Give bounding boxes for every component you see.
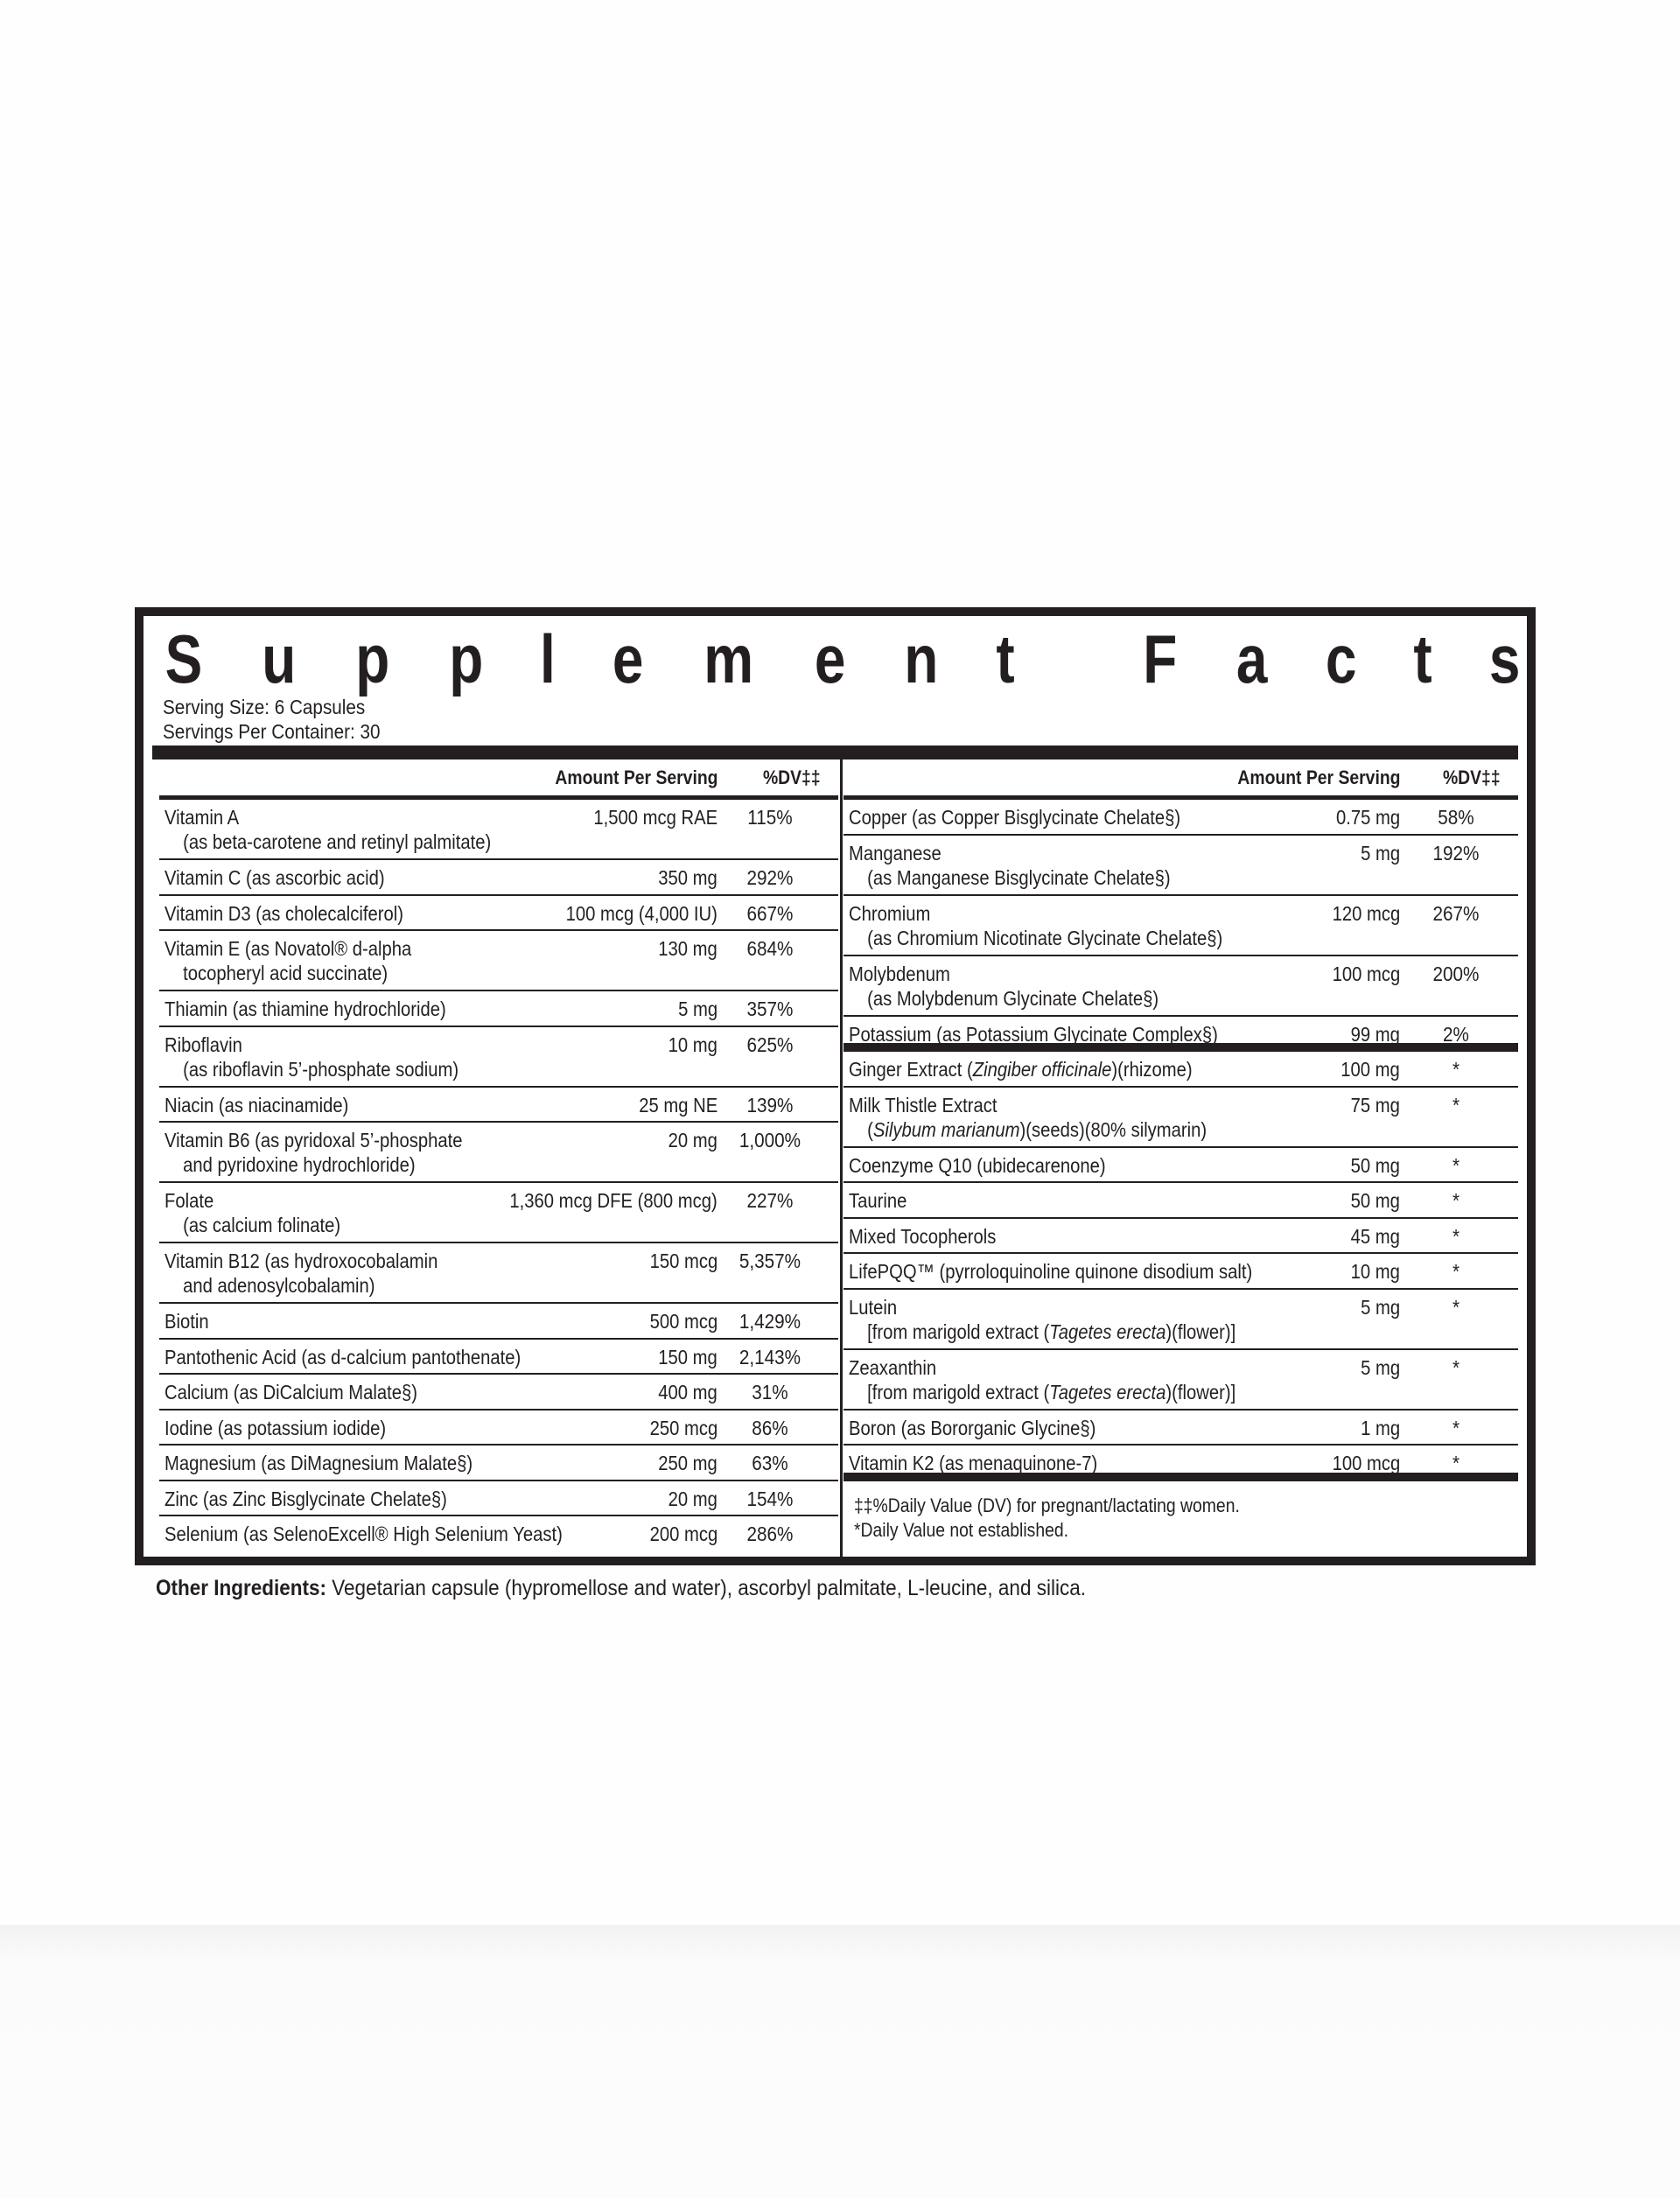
nutrient-amount: 5 mg <box>677 998 718 1020</box>
nutrient-amount: 130 mg <box>658 937 718 960</box>
nutrient-dv: * <box>1452 1153 1460 1177</box>
nutrient-name: Mixed Tocopherols <box>849 1224 997 1248</box>
nutrient-dv: * <box>1452 1416 1460 1439</box>
nutrient-row <box>159 1410 838 1446</box>
nutrient-name: Vitamin C (as ascorbic acid) <box>164 866 385 889</box>
nutrient-dv: 2% <box>1443 1022 1469 1046</box>
nutrient-dv: 267% <box>1432 901 1480 925</box>
servings-per-container: Servings Per Container: 30 <box>163 720 381 743</box>
nutrient-row <box>159 991 838 1027</box>
nutrient-dv: 2,143% <box>738 1345 802 1368</box>
nutrient-amount: 20 mg <box>668 1129 718 1152</box>
nutrient-dv: * <box>1452 1189 1460 1212</box>
nutrient-amount: 120 mcg <box>1332 901 1400 925</box>
nutrient-row <box>844 1350 1518 1410</box>
nutrient-row <box>159 1340 838 1376</box>
nutrient-amount: 100 mcg <box>1332 962 1400 985</box>
title-letter: l <box>540 620 556 697</box>
nutrient-row <box>159 1516 838 1552</box>
nutrient-name: Milk Thistle Extract (Silybum marianum)(seeds)(80% silymarin) <box>849 1093 1208 1141</box>
title-letter: e <box>612 620 644 697</box>
nutrient-amount: 200 mcg <box>649 1522 718 1545</box>
title-letter: c <box>1325 620 1357 697</box>
nutrient-name: LifePQQ™ (pyrroloquinoline quinone disodium salt) <box>849 1260 1253 1283</box>
nutrient-amount: 250 mg <box>658 1452 718 1474</box>
nutrient-amount: 500 mcg <box>649 1310 718 1333</box>
background-shadow <box>0 1925 1680 2198</box>
nutrient-source: [from marigold extract (Tagetes erecta)(flower)] <box>867 1380 1236 1404</box>
nutrient-amount: 1,360 mcg DFE (800 mcg) <box>509 1189 718 1212</box>
nutrient-dv: 200% <box>1432 962 1480 985</box>
supplement-facts-panel <box>135 607 1536 1565</box>
nutrient-source: (as riboflavin 5’-phosphate sodium) <box>183 1057 459 1081</box>
dv-header: %DV‡‡ <box>763 766 821 788</box>
nutrient-amount: 10 mg <box>1350 1260 1400 1283</box>
nutrient-dv: 58% <box>1438 806 1474 829</box>
nutrient-amount: 100 mcg <box>1332 1452 1400 1474</box>
nutrient-source: and pyridoxine hydrochloride) <box>183 1153 416 1176</box>
nutrient-name: Vitamin A (as beta-carotene and retinyl palmitate) <box>164 806 492 853</box>
nutrient-name: Coenzyme Q10 (ubidecarenone) <box>849 1153 1106 1177</box>
nutrient-name: Riboflavin (as riboflavin 5’-phosphate sodium) <box>164 1032 459 1081</box>
nutrient-dv: * <box>1452 1355 1460 1379</box>
nutrient-name: Magnesium (as DiMagnesium Malate§) <box>164 1452 473 1474</box>
nutrient-name: Vitamin E (as Novatol® d-alpha tocopheryl acid succinate) <box>164 937 412 984</box>
nutrient-dv: 667% <box>746 901 794 925</box>
nutrient-name: Zinc (as Zinc Bisglycinate Chelate§) <box>164 1487 447 1510</box>
nutrient-name: Calcium (as DiCalcium Malate§) <box>164 1381 418 1404</box>
nutrient-name: Potassium (as Potassium Glycinate Complex§) <box>849 1022 1218 1046</box>
title-letter: n <box>904 620 939 697</box>
title-letter: S <box>164 620 203 697</box>
nutrient-row <box>844 1410 1518 1446</box>
nutrient-dv: * <box>1452 1452 1460 1474</box>
nutrient-name: Folate (as calcium folinate) <box>164 1189 341 1236</box>
nutrient-row <box>844 1148 1518 1184</box>
nutrient-row <box>159 1027 838 1088</box>
nutrient-dv: 1,000% <box>738 1129 802 1152</box>
left-rows <box>159 800 838 1552</box>
title-letter: s <box>1489 620 1521 697</box>
nutrient-source: [from marigold extract (Tagetes erecta)(flower)] <box>867 1320 1236 1343</box>
footnotes <box>844 1481 1518 1543</box>
amount-header: Amount Per Serving <box>554 766 718 788</box>
nutrient-name: Ginger Extract (Zingiber officinale)(rhizome) <box>849 1058 1193 1081</box>
nutrient-amount: 100 mg <box>1340 1058 1400 1081</box>
nutrient-name: Vitamin B6 (as pyridoxal 5’-phosphate and pyridoxine hydrochloride) <box>164 1129 463 1176</box>
nutrient-amount: 75 mg <box>1350 1093 1400 1116</box>
nutrient-row <box>159 1243 838 1304</box>
nutrient-name: Vitamin K2 (as menaquinone-7) <box>849 1452 1098 1474</box>
nutrient-amount: 45 mg <box>1350 1224 1400 1248</box>
left-column <box>159 760 838 1552</box>
nutrient-dv: 31% <box>752 1381 788 1404</box>
nutrient-dv: 292% <box>746 866 794 889</box>
nutrient-row <box>159 860 838 896</box>
nutrient-amount: 5 mg <box>1360 1295 1400 1319</box>
title-letter: p <box>448 620 483 697</box>
nutrient-row <box>159 1088 838 1124</box>
nutrient-row <box>844 1052 1518 1088</box>
nutrient-source: (as Molybdenum Glycinate Chelate§) <box>867 986 1159 1010</box>
nutrient-row <box>844 1088 1518 1148</box>
column-divider <box>840 760 843 1558</box>
nutrient-amount: 50 mg <box>1350 1153 1400 1177</box>
nutrient-source: and adenosylcobalamin) <box>183 1274 375 1297</box>
nutrient-row <box>159 896 838 932</box>
nutrient-amount: 5 mg <box>1360 1355 1400 1379</box>
nutrient-amount: 1,500 mcg RAE <box>593 806 718 829</box>
nutrient-name: Selenium (as SelenoExcell® High Selenium Yeast) <box>164 1522 563 1545</box>
amount-header: Amount Per Serving <box>1236 766 1400 788</box>
nutrient-row <box>159 1183 838 1243</box>
title-letter: p <box>355 620 390 697</box>
title-letter: t <box>1413 620 1433 697</box>
nutrient-row <box>844 1254 1518 1290</box>
nutrient-dv: 684% <box>746 937 794 960</box>
dv-header: %DV‡‡ <box>1443 766 1501 788</box>
nutrient-row <box>844 836 1518 896</box>
nutrient-dv: * <box>1452 1224 1460 1248</box>
nutrient-dv: 1,429% <box>738 1310 802 1333</box>
nutrient-name: Vitamin B12 (as hydroxocobalamin and adenosylcobalamin) <box>164 1250 438 1297</box>
title-letter: m <box>704 620 754 697</box>
nutrient-name: Manganese (as Manganese Bisglycinate Chelate§) <box>849 841 1171 889</box>
minerals-rows <box>844 800 1518 1052</box>
nutrient-row <box>159 1375 838 1410</box>
nutrient-name: Chromium (as Chromium Nicotinate Glycinate Chelate§) <box>849 901 1223 949</box>
nutrient-dv: 139% <box>746 1093 794 1116</box>
nutrient-row <box>159 1123 838 1183</box>
nutrient-source: (Silybum marianum)(seeds)(80% silymarin) <box>867 1117 1208 1141</box>
nutrient-dv: 625% <box>746 1032 794 1056</box>
nutrient-amount: 350 mg <box>658 866 718 889</box>
nutrient-row <box>159 1446 838 1481</box>
nutrient-name: Zeaxanthin [from marigold extract (Tagetes erecta)(flower)] <box>849 1355 1236 1404</box>
footnote-not-established: *Daily Value not established. <box>854 1518 1069 1541</box>
other-rows <box>844 1052 1518 1481</box>
panel-title <box>161 620 1524 697</box>
nutrient-dv: 115% <box>747 806 793 829</box>
nutrient-source: (as beta-carotene and retinyl palmitate) <box>183 830 492 853</box>
title-letter: a <box>1236 620 1268 697</box>
nutrient-dv: 192% <box>1432 841 1480 864</box>
nutrient-name: Vitamin D3 (as cholecalciferol) <box>164 901 403 925</box>
serving-info <box>163 695 404 744</box>
title-letter: e <box>814 620 846 697</box>
other-ingredients-text: Vegetarian capsule (hypromellose and water), ascorbyl palmitate, L-leucine, and silica. <box>326 1576 1086 1600</box>
other-ingredients-label: Other Ingredients: <box>156 1576 327 1600</box>
title-letter <box>1070 625 1086 693</box>
left-column-header <box>159 760 838 800</box>
nutrient-dv: * <box>1452 1295 1460 1319</box>
nutrient-source: (as Chromium Nicotinate Glycinate Chelate§) <box>867 926 1223 949</box>
nutrient-name: Pantothenic Acid (as d-calcium pantothenate) <box>164 1345 522 1368</box>
right-column-header <box>844 760 1518 800</box>
nutrient-row <box>844 1446 1518 1481</box>
nutrient-amount: 1 mg <box>1360 1416 1400 1439</box>
nutrient-source: tocopheryl acid succinate) <box>183 962 388 984</box>
title-letter: u <box>262 620 297 697</box>
nutrient-amount: 250 mcg <box>649 1416 718 1439</box>
nutrient-dv: 63% <box>752 1452 788 1474</box>
nutrient-name: Niacin (as niacinamide) <box>164 1093 349 1116</box>
nutrient-amount: 25 mg NE <box>639 1093 718 1116</box>
nutrient-dv: 86% <box>752 1416 788 1439</box>
nutrient-amount: 10 mg <box>668 1032 718 1056</box>
nutrient-row <box>844 956 1518 1017</box>
other-ingredients <box>156 1575 1086 1601</box>
nutrient-dv: 357% <box>746 998 794 1020</box>
title-letter: F <box>1143 620 1178 697</box>
nutrient-amount: 5 mg <box>1360 841 1400 864</box>
nutrient-row <box>844 1219 1518 1255</box>
nutrient-row <box>159 800 838 860</box>
nutrient-dv: 227% <box>746 1189 794 1212</box>
footnote-dv: ‡‡%Daily Value (DV) for pregnant/lactating women. <box>854 1494 1240 1516</box>
nutrient-row <box>844 800 1518 836</box>
nutrient-dv: 154% <box>746 1487 794 1510</box>
header-bar <box>152 746 1518 760</box>
nutrient-name: Taurine <box>849 1189 907 1212</box>
nutrient-amount: 20 mg <box>668 1487 718 1510</box>
nutrient-name: Molybdenum (as Molybdenum Glycinate Chelate§) <box>849 962 1159 1010</box>
nutrient-amount: 400 mg <box>658 1381 718 1404</box>
nutrient-row <box>159 931 838 991</box>
nutrient-source: (as calcium folinate) <box>183 1214 341 1236</box>
nutrient-amount: 50 mg <box>1350 1189 1400 1212</box>
nutrient-amount: 150 mg <box>658 1345 718 1368</box>
nutrient-source: (as Manganese Bisglycinate Chelate§) <box>867 865 1171 889</box>
nutrient-row <box>844 896 1518 956</box>
nutrient-amount: 99 mg <box>1350 1022 1400 1046</box>
nutrient-row <box>844 1183 1518 1219</box>
nutrient-row <box>844 1017 1518 1053</box>
nutrient-amount: 150 mcg <box>649 1250 718 1272</box>
nutrient-dv: * <box>1452 1058 1460 1081</box>
nutrient-dv: * <box>1452 1260 1460 1283</box>
nutrient-name: Lutein [from marigold extract (Tagetes erecta)(flower)] <box>849 1295 1236 1343</box>
nutrient-name: Boron (as Bororganic Glycine§) <box>849 1416 1096 1439</box>
nutrient-amount: 0.75 mg <box>1335 806 1400 829</box>
nutrient-row <box>159 1304 838 1340</box>
nutrient-amount: 100 mcg (4,000 IU) <box>565 901 718 925</box>
nutrient-name: Biotin <box>164 1310 209 1333</box>
nutrient-dv: 5,357% <box>738 1250 802 1272</box>
nutrient-row <box>159 1481 838 1517</box>
serving-size: Serving Size: 6 Capsules <box>163 696 366 718</box>
nutrient-row <box>844 1290 1518 1350</box>
nutrient-name: Copper (as Copper Bisglycinate Chelate§) <box>849 806 1181 829</box>
nutrient-name: Iodine (as potassium iodide) <box>164 1416 387 1439</box>
nutrient-dv: * <box>1452 1093 1460 1116</box>
nutrient-name: Thiamin (as thiamine hydrochloride) <box>164 998 446 1020</box>
title-letter: t <box>996 620 1015 697</box>
right-column <box>844 760 1518 1543</box>
nutrient-dv: 286% <box>746 1522 794 1545</box>
